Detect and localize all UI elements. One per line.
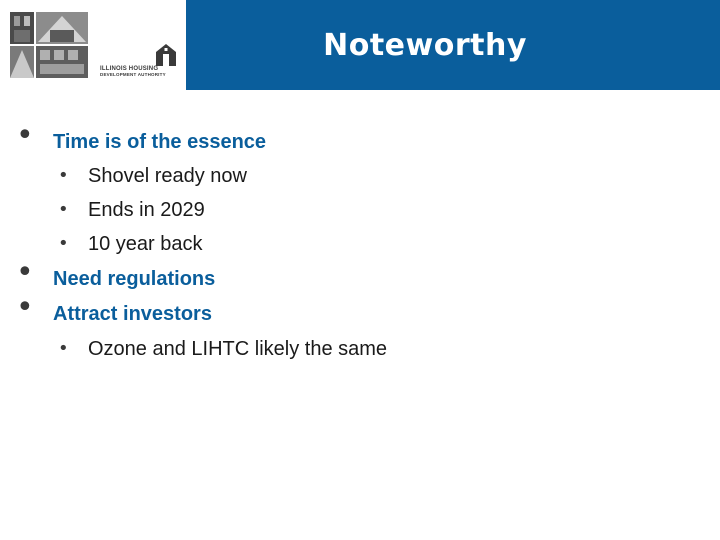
logo-panel (0, 0, 186, 90)
house-logo-icon (156, 44, 176, 66)
logo-wordmark (100, 66, 182, 78)
building-photos-icon (10, 12, 88, 78)
bullet-icon: • (16, 118, 34, 153)
slide-title: Noteworthy (323, 28, 527, 63)
list-item-text: Shovel ready now (88, 165, 247, 187)
list-item (0, 195, 720, 225)
list-item-text: Time is of the essence (53, 131, 267, 153)
bullet-icon: • (58, 233, 69, 254)
bullet-icon: • (16, 290, 34, 325)
bullet-icon: • (16, 255, 34, 290)
list-item-text: Ozone and LIHTC likely the same (88, 338, 388, 360)
list-item-text: Attract investors (53, 303, 212, 325)
bullet-icon: • (58, 165, 69, 186)
list-item-text: Ends in 2029 (88, 199, 205, 221)
slide-header (0, 0, 720, 90)
bullet-icon: • (58, 338, 69, 359)
list-item (0, 229, 720, 259)
logo-line-2: DEVELOPMENT AUTHORITY (100, 72, 166, 77)
list-item (0, 118, 720, 157)
list-item-text: Need regulations (53, 268, 216, 290)
list-item (0, 161, 720, 191)
list-item (0, 290, 720, 329)
logo-line-1: ILLINOIS HOUSING (100, 66, 159, 72)
list-item-text: 10 year back (88, 233, 203, 255)
list-item (0, 255, 720, 294)
list-item (0, 334, 720, 364)
bullet-icon: • (58, 199, 69, 220)
